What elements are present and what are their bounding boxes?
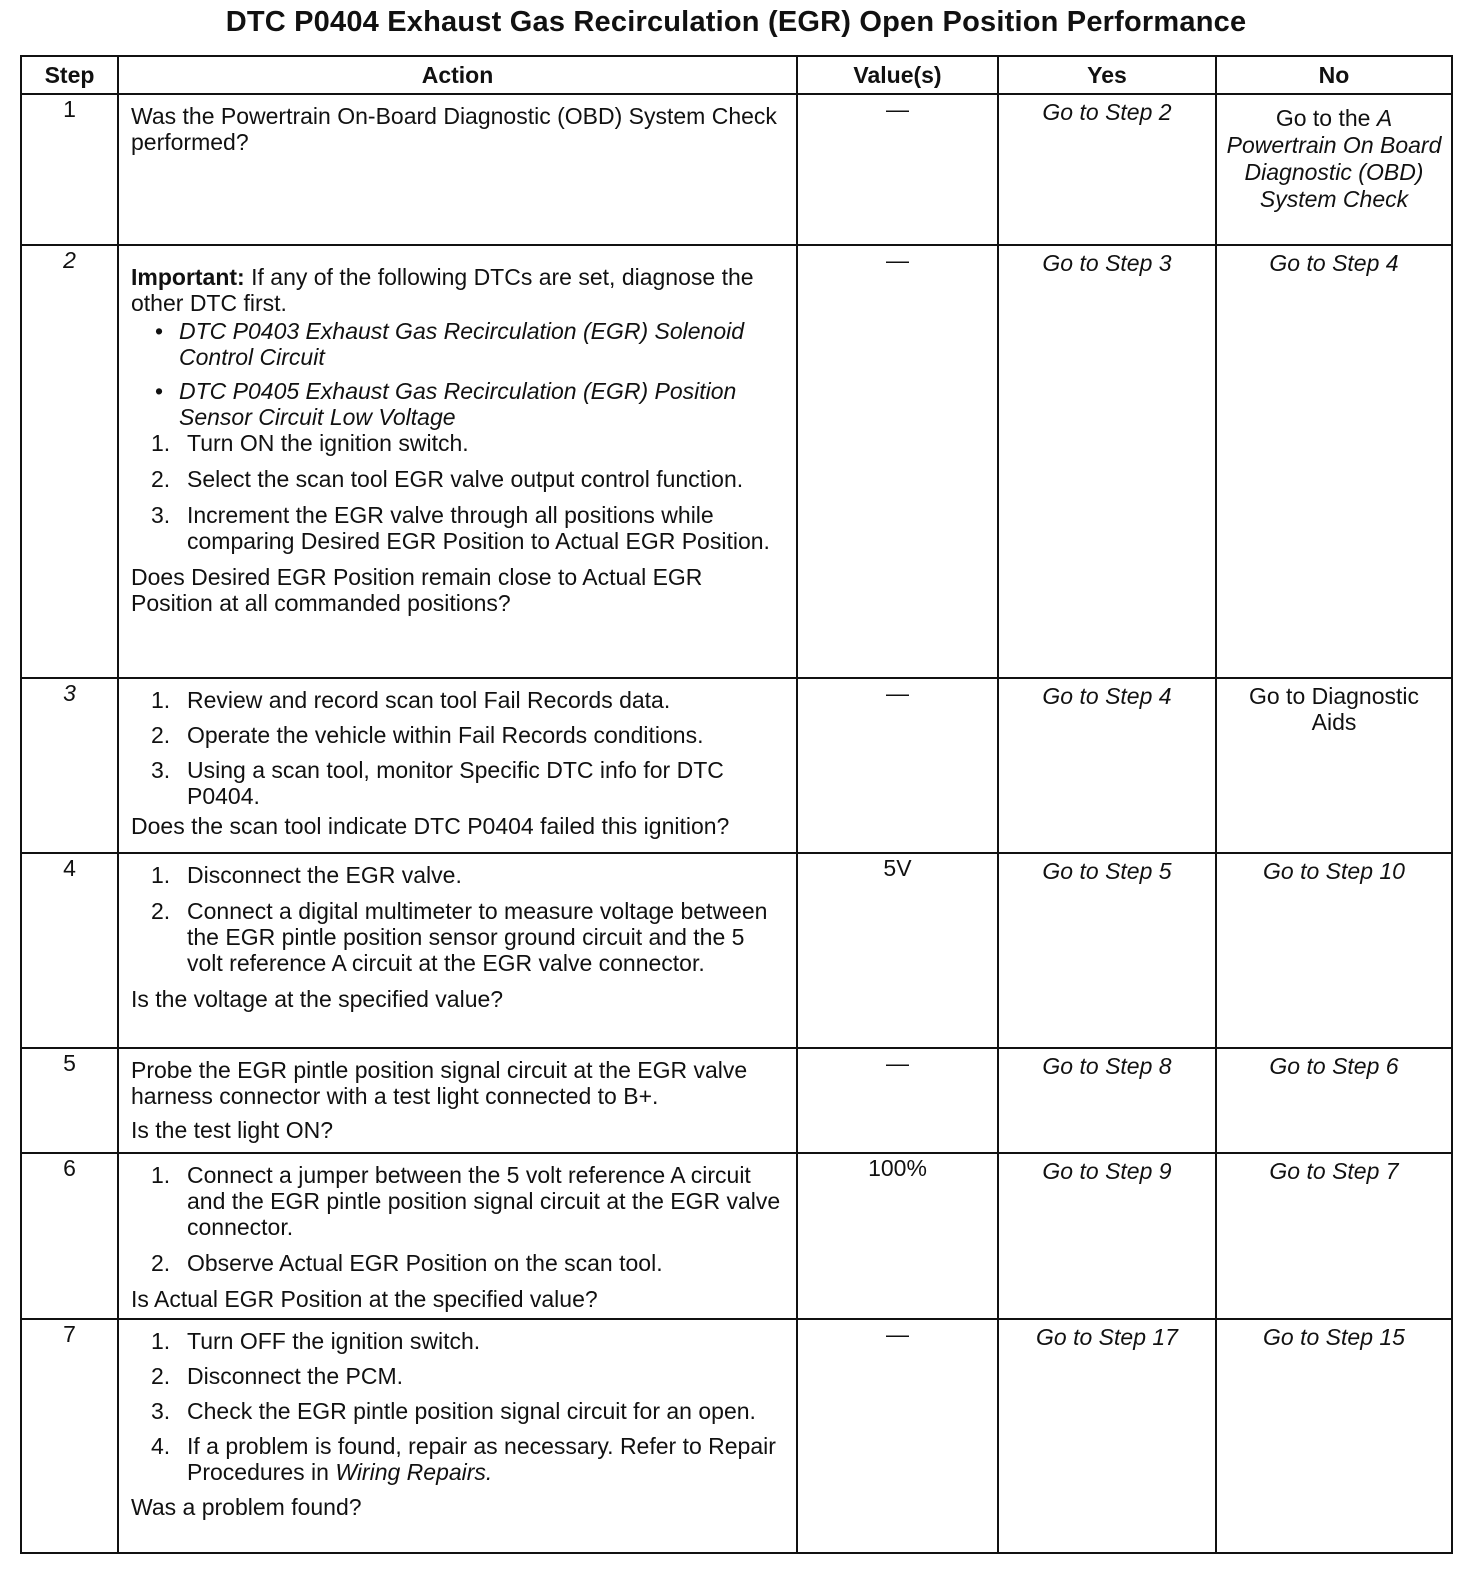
yes-cell: Go to Step 8 bbox=[998, 1048, 1216, 1153]
list-item: 1. Turn OFF the ignition switch. bbox=[151, 1328, 481, 1354]
no-cell: Go to Step 10 bbox=[1216, 853, 1452, 1048]
header-action: Action bbox=[118, 56, 797, 94]
procedure-steps bbox=[131, 1162, 784, 1276]
no-cell bbox=[1216, 94, 1452, 245]
table-row bbox=[21, 1153, 1452, 1319]
no-cell: Go to Step 15 bbox=[1216, 1319, 1452, 1553]
list-item: • DTC P0403 Exhaust Gas Recirculation (EGR) Solenoid Control Circuit bbox=[155, 318, 745, 370]
list-item: 1. Disconnect the EGR valve. bbox=[151, 862, 462, 888]
no-prefix: Go to the bbox=[1275, 105, 1371, 131]
step-number: 2 bbox=[21, 245, 118, 678]
list-item: 1. Review and record scan tool Fail Records data. bbox=[151, 687, 671, 713]
list-item: 2. Connect a digital multimeter to measure voltage between the EGR pintle position sensor ground circuit and the 5 volt reference A circuit at the EGR valve connector. bbox=[151, 898, 768, 976]
list-item: 3. Using a scan tool, monitor Specific DTC info for DTC P0404. bbox=[151, 757, 724, 809]
procedure-steps bbox=[131, 687, 784, 809]
value-cell: — bbox=[797, 1048, 998, 1153]
value-cell: — bbox=[797, 1319, 998, 1553]
diagnostic-table bbox=[20, 55, 1453, 1554]
no-cell: Go to Diagnostic Aids bbox=[1216, 678, 1452, 853]
list-item: 1. Turn ON the ignition switch. bbox=[151, 430, 469, 456]
list-item: 2. Disconnect the PCM. bbox=[151, 1363, 404, 1389]
list-item: 2. Observe Actual EGR Position on the scan tool. bbox=[151, 1250, 663, 1276]
yes-cell: Go to Step 2 bbox=[998, 94, 1216, 245]
procedure-steps bbox=[131, 430, 784, 554]
list-item: 1. Connect a jumper between the 5 volt reference A circuit and the EGR pintle position signal circuit at the EGR valve connector. bbox=[151, 1162, 781, 1240]
list-item: • DTC P0405 Exhaust Gas Recirculation (EGR) Position Sensor Circuit Low Voltage bbox=[155, 378, 737, 430]
header-row bbox=[21, 56, 1452, 94]
no-cell: Go to Step 4 bbox=[1216, 245, 1452, 678]
question-text: Does the scan tool indicate DTC P0404 failed this ignition? bbox=[131, 813, 730, 839]
question-text: Does Desired EGR Position remain close to Actual EGR Position at all commanded positions? bbox=[131, 564, 703, 616]
step-number: 6 bbox=[21, 1153, 118, 1319]
table-row bbox=[21, 853, 1452, 1048]
question-text: Was a problem found? bbox=[131, 1494, 362, 1520]
yes-cell: Go to Step 5 bbox=[998, 853, 1216, 1048]
action-cell bbox=[118, 1153, 797, 1319]
no-reference: A Powertrain On Board Diagnostic (OBD) System Check bbox=[1226, 105, 1442, 212]
table-row bbox=[21, 1319, 1452, 1553]
value-cell: — bbox=[797, 245, 998, 678]
list-item: 2. Select the scan tool EGR valve output control function. bbox=[151, 466, 744, 492]
step-number: 7 bbox=[21, 1319, 118, 1553]
value-cell: 5V bbox=[797, 853, 998, 1048]
wiring-repairs-reference: Wiring Repairs. bbox=[335, 1459, 493, 1485]
action-cell bbox=[118, 1048, 797, 1153]
value-cell: — bbox=[797, 678, 998, 853]
list-item: 4. If a problem is found, repair as necessary. Refer to Repair Procedures in Wiring Repairs. bbox=[151, 1433, 776, 1485]
page-title: DTC P0404 Exhaust Gas Recirculation (EGR) Open Position Performance bbox=[225, 6, 1247, 38]
table-row bbox=[21, 94, 1452, 245]
value-cell: 100% bbox=[797, 1153, 998, 1319]
step-number: 3 bbox=[21, 678, 118, 853]
yes-cell: Go to Step 17 bbox=[998, 1319, 1216, 1553]
step-number: 1 bbox=[21, 94, 118, 245]
question-text: Is the test light ON? bbox=[131, 1117, 333, 1143]
list-item: 2. Operate the vehicle within Fail Records conditions. bbox=[151, 722, 704, 748]
important-label: Important: bbox=[131, 264, 245, 290]
list-item: 3. Increment the EGR valve through all positions while comparing Desired EGR Position to Actual EGR Position. bbox=[151, 502, 770, 554]
question-text: Is Actual EGR Position at the specified value? bbox=[131, 1286, 598, 1312]
important-text: If any of the following DTCs are set, diagnose the other DTC first. bbox=[131, 264, 754, 316]
step-number: 5 bbox=[21, 1048, 118, 1153]
yes-cell: Go to Step 3 bbox=[998, 245, 1216, 678]
step-number: 4 bbox=[21, 853, 118, 1048]
action-cell bbox=[118, 853, 797, 1048]
header-values: Value(s) bbox=[797, 56, 998, 94]
no-cell: Go to Step 6 bbox=[1216, 1048, 1452, 1153]
no-cell: Go to Step 7 bbox=[1216, 1153, 1452, 1319]
procedure-steps bbox=[131, 1328, 784, 1485]
yes-cell: Go to Step 4 bbox=[998, 678, 1216, 853]
header-yes: Yes bbox=[998, 56, 1216, 94]
procedure-steps bbox=[131, 862, 784, 976]
list-item: 3. Check the EGR pintle position signal circuit for an open. bbox=[151, 1398, 756, 1424]
action-cell bbox=[118, 678, 797, 853]
yes-cell: Go to Step 9 bbox=[998, 1153, 1216, 1319]
table-row bbox=[21, 678, 1452, 853]
header-no: No bbox=[1216, 56, 1452, 94]
header-step: Step bbox=[21, 56, 118, 94]
value-cell: — bbox=[797, 94, 998, 245]
action-text: Probe the EGR pintle position signal circuit at the EGR valve harness connector with a test light connected to B+. bbox=[131, 1057, 748, 1109]
action-cell bbox=[118, 1319, 797, 1553]
action-text: Was the Powertrain On-Board Diagnostic (OBD) System Check performed? bbox=[131, 103, 777, 155]
question-text: Is the voltage at the specified value? bbox=[131, 986, 504, 1012]
action-cell bbox=[118, 245, 797, 678]
dtc-list bbox=[131, 318, 784, 430]
table-row bbox=[21, 1048, 1452, 1153]
table-row bbox=[21, 245, 1452, 678]
action-cell bbox=[118, 94, 797, 245]
